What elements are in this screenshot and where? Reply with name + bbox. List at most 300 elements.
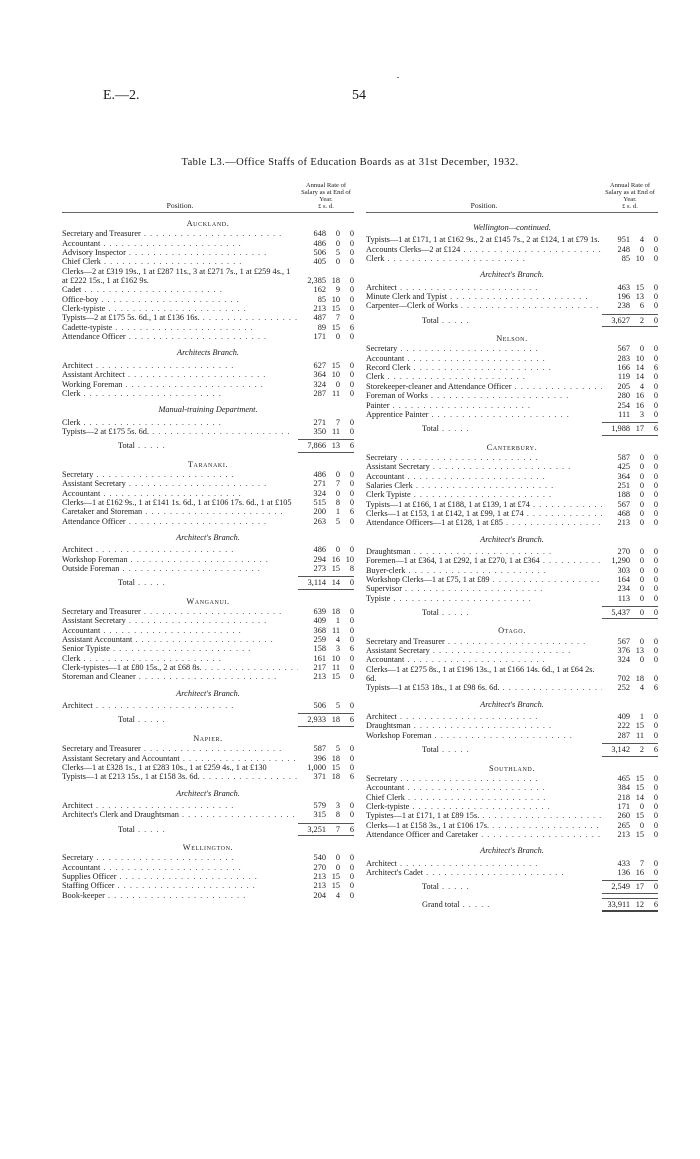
position-label: Storekeeper-cleaner and Attendance Officer . . (366, 382, 602, 391)
table-row (62, 479, 354, 488)
table-row (366, 354, 658, 363)
pence: 0 (349, 516, 354, 526)
shillings: 3 (335, 800, 340, 810)
shillings: 3 (335, 644, 340, 654)
amount (602, 283, 658, 292)
table-row (62, 555, 354, 564)
total-label: Total . . (366, 608, 602, 617)
shillings: 10 (331, 370, 340, 380)
table-row (62, 370, 354, 379)
table-row (366, 245, 658, 254)
section-heading: Taranaki. (187, 459, 229, 469)
pounds: 136 (617, 867, 630, 877)
pence: 6 (349, 441, 354, 451)
amount (298, 713, 354, 726)
shillings: 4 (639, 683, 644, 693)
amount (602, 382, 658, 391)
amount (602, 646, 658, 655)
shillings: 15 (331, 762, 340, 772)
pounds: 587 (313, 744, 326, 754)
amount (602, 235, 658, 244)
total-label: Total . . (366, 882, 602, 891)
shillings: 0 (639, 575, 644, 584)
shillings: 13 (635, 646, 644, 656)
pounds: 252 (617, 683, 630, 693)
position-label: Caretaker and Storeman . . (62, 507, 298, 516)
total-row (366, 743, 658, 756)
pence: 6 (349, 644, 354, 654)
pounds: 5,437 (611, 608, 630, 618)
shillings: 0 (639, 490, 644, 500)
pounds: 280 (617, 391, 630, 401)
shillings: 11 (332, 426, 340, 436)
position-label: Accountant . . (62, 489, 298, 498)
amount (298, 863, 354, 872)
table-row (366, 811, 658, 820)
table-row (62, 332, 354, 341)
table-row (366, 301, 658, 310)
amount (298, 576, 354, 589)
amount (298, 229, 354, 238)
pence: 0 (653, 518, 658, 528)
position-label: Clerk . . (62, 418, 298, 427)
pence: 0 (349, 257, 354, 267)
table-row (366, 500, 658, 509)
pounds: 350 (313, 426, 326, 436)
table-row (366, 575, 658, 584)
pounds: 396 (313, 753, 326, 763)
shillings: 8 (335, 497, 340, 507)
table-row (366, 382, 658, 391)
amount (602, 314, 658, 327)
position-label: Architect . . (62, 801, 298, 810)
pence: 0 (349, 625, 354, 635)
amount (298, 891, 354, 900)
pounds: 425 (617, 462, 630, 472)
table-row (366, 594, 658, 603)
section-heading: Southland. (488, 763, 536, 773)
shillings: 7 (335, 417, 340, 427)
pounds: 303 (617, 565, 630, 575)
position-label: Accountant . . (62, 863, 298, 872)
shillings: 10 (331, 294, 340, 304)
pounds: 271 (313, 417, 326, 427)
pounds: 259 (313, 635, 326, 645)
position-label: Typists—2 at £175 5s. 6d. . . (62, 427, 298, 436)
pounds: 205 (617, 381, 630, 391)
pounds: 487 (313, 313, 326, 323)
position-label: Clerks—1 at £158 3s., 1 at £106 17s. . . (366, 821, 602, 830)
pounds: 200 (313, 507, 326, 517)
pence: 0 (349, 285, 354, 295)
table-row (62, 801, 354, 810)
amount (298, 332, 354, 341)
pounds: 376 (617, 646, 630, 656)
table-row (62, 248, 354, 257)
table-row (62, 545, 354, 554)
shillings: 10 (635, 353, 644, 363)
pounds: 213 (313, 871, 326, 881)
amount (298, 744, 354, 753)
position-label: Secretary . . (366, 453, 602, 462)
position-label: Typists—1 at £171, 1 at £162 9s., 2 at £145 7s., 2 at £124, 1 at £79 1s. (366, 235, 600, 245)
position-label: Secretary . . (62, 470, 298, 479)
position-label: Book-keeper . . (62, 891, 298, 900)
pence: 6 (653, 899, 658, 909)
shillings: 4 (335, 890, 340, 900)
shillings: 4 (639, 235, 644, 245)
pounds: 486 (313, 238, 326, 248)
shillings: 7 (335, 824, 340, 834)
position-label: Foremen—1 at £364, 1 at £292, 1 at £270, 1 at £364 . . (366, 556, 602, 565)
position-label: Accountant . . (366, 472, 602, 481)
pounds: 1,000 (307, 762, 326, 772)
amount (298, 823, 354, 836)
table-row (62, 616, 354, 625)
pence: 0 (349, 332, 354, 342)
table-row (366, 344, 658, 353)
table-row (62, 810, 354, 819)
position-label: Assistant Secretary . . (62, 616, 298, 625)
position-label: Secretary and Treasurer . . (62, 744, 298, 753)
shillings: 15 (635, 721, 644, 731)
position-label: Clerk . . (62, 654, 298, 663)
position-label: Apprentice Painter . . (366, 410, 602, 419)
shillings: 6 (639, 301, 644, 311)
amount (298, 872, 354, 881)
amount (602, 509, 658, 518)
amount (298, 555, 354, 564)
pence: 0 (653, 792, 658, 802)
pence: 0 (653, 499, 658, 509)
total-label: Total . . (62, 715, 298, 724)
amount (602, 472, 658, 481)
pence: 0 (653, 801, 658, 811)
pence: 0 (349, 379, 354, 389)
shillings: 15 (331, 322, 340, 332)
pounds: 515 (313, 497, 326, 507)
pence: 0 (349, 294, 354, 304)
pence: 0 (653, 546, 658, 556)
pence: 6 (653, 683, 658, 693)
shillings: 7 (335, 479, 340, 489)
pence: 6 (349, 507, 354, 517)
amount (298, 654, 354, 663)
pence: 0 (349, 862, 354, 872)
subsection-heading: Architect's Branch. (480, 270, 544, 280)
shillings: 13 (331, 441, 340, 451)
table-row (366, 821, 658, 830)
pounds: 85 (621, 254, 630, 264)
pounds: 260 (617, 811, 630, 821)
amount (298, 370, 354, 379)
table-row (62, 701, 354, 710)
pence: 0 (653, 783, 658, 793)
pounds: 234 (617, 584, 630, 594)
pence: 0 (653, 712, 658, 722)
table-row (366, 637, 658, 646)
shillings: 0 (639, 608, 644, 618)
amount (298, 810, 354, 819)
total-label: Total . . (366, 745, 602, 754)
shillings: 2 (639, 315, 644, 325)
salary-header (602, 182, 658, 210)
position-header: Position. (166, 200, 194, 210)
amount (602, 783, 658, 792)
pence: 0 (653, 773, 658, 783)
position-label: Accountant . . (62, 239, 298, 248)
pounds: 270 (313, 862, 326, 872)
table-row (62, 635, 354, 644)
amount (602, 422, 658, 435)
pounds: 468 (617, 508, 630, 518)
pence: 0 (349, 497, 354, 507)
shillings: 13 (635, 292, 644, 302)
amount (298, 323, 354, 332)
amount (602, 363, 658, 372)
pence: 0 (653, 867, 658, 877)
shillings: 15 (331, 672, 340, 682)
table-row (62, 872, 354, 881)
shillings: 10 (635, 254, 644, 264)
amount (298, 380, 354, 389)
shillings: 18 (331, 772, 340, 782)
table-row (366, 655, 658, 664)
right-column-body (366, 216, 658, 912)
pence: 0 (349, 426, 354, 436)
pounds: 111 (618, 409, 630, 419)
table-row (366, 472, 658, 481)
position-label: Workshop Clerks—1 at £75, 1 at £89 . . (366, 575, 602, 584)
pence: 0 (653, 282, 658, 292)
pence: 0 (653, 721, 658, 731)
pence: 8 (349, 564, 354, 573)
amount (602, 401, 658, 410)
table-row (62, 470, 354, 479)
pence: 0 (653, 508, 658, 518)
amount (602, 743, 658, 756)
pounds: 463 (617, 282, 630, 292)
pounds: 161 (313, 653, 326, 663)
position-label: Working Foreman . . (62, 380, 298, 389)
pence: 0 (349, 304, 354, 314)
amount (602, 898, 658, 912)
table-row (366, 490, 658, 499)
table-row (366, 254, 658, 263)
pence: 0 (653, 409, 658, 419)
pence: 0 (349, 360, 354, 370)
amount (298, 853, 354, 862)
pence: 0 (349, 672, 354, 682)
pounds: 506 (313, 701, 326, 711)
amount (602, 462, 658, 471)
shillings: 16 (635, 391, 644, 401)
amount (298, 564, 354, 573)
pounds: 1,988 (611, 424, 630, 434)
shillings: 0 (639, 452, 644, 462)
pounds: 171 (313, 332, 326, 342)
shillings: 0 (335, 862, 340, 872)
shillings: 0 (335, 469, 340, 479)
table-row (62, 295, 354, 304)
position-label: Storeman and Cleaner . . (62, 672, 298, 681)
shillings: 0 (639, 820, 644, 830)
table-row (62, 853, 354, 862)
amount (298, 545, 354, 554)
shillings: 0 (335, 257, 340, 267)
position-label: Salaries Clerk . . (366, 481, 602, 490)
amount (602, 372, 658, 381)
section-heading: Wellington. (182, 842, 234, 852)
shillings: 15 (635, 783, 644, 793)
amount (298, 361, 354, 370)
table-row (62, 239, 354, 248)
shillings: 18 (635, 674, 644, 684)
table-row (366, 830, 658, 839)
shillings: 0 (335, 488, 340, 498)
amount (298, 672, 354, 681)
table-row (366, 646, 658, 655)
salary-header-text: Annual Rate of Salary as at End of Year. (301, 182, 351, 203)
pence: 0 (653, 235, 658, 245)
pounds: 218 (617, 792, 630, 802)
shillings: 0 (639, 565, 644, 575)
pounds: 648 (313, 229, 326, 239)
position-label: Clerks—1 at £153, 1 at £142, 1 at £99, 1 at £74 . . (366, 509, 602, 518)
amount (602, 655, 658, 664)
table-row (62, 644, 354, 653)
subsection-heading: Architect's Branch. (176, 688, 240, 698)
amount (602, 830, 658, 839)
shillings: 18 (331, 276, 340, 286)
amount (602, 584, 658, 593)
page-number: 54 (352, 88, 366, 103)
position-label: Architect . . (366, 859, 602, 868)
amount (298, 607, 354, 616)
amount (298, 257, 354, 266)
position-label: Workshop Foreman . . (366, 731, 602, 740)
table-row (366, 868, 658, 877)
total-row (62, 713, 354, 726)
amount (298, 498, 354, 507)
amount (602, 556, 658, 565)
pounds: 254 (617, 400, 630, 410)
pence: 6 (349, 772, 354, 782)
pence: 0 (349, 810, 354, 820)
pounds: 567 (617, 499, 630, 509)
pounds: 217 (313, 663, 326, 673)
amount (602, 500, 658, 509)
position-label: Architect . . (62, 361, 298, 370)
pounds: 405 (313, 257, 326, 267)
pounds: 213 (617, 518, 630, 528)
pence: 0 (653, 674, 658, 684)
pence: 0 (653, 381, 658, 391)
pounds: 951 (617, 235, 630, 245)
pounds: 506 (313, 248, 326, 258)
amount (602, 868, 658, 877)
position-label: Accounts Clerks—2 at £124 . . (366, 245, 602, 254)
shillings: 14 (635, 372, 644, 382)
shillings: 18 (331, 607, 340, 617)
amount (298, 313, 354, 322)
position-label: Advisory Inspector . . (62, 248, 298, 257)
position-label: Typists—1 at £153 18s., 1 at £98 6s. 6d. . . (366, 683, 602, 692)
shillings: 0 (639, 556, 644, 566)
table-row (366, 584, 658, 593)
table-row (366, 481, 658, 490)
pounds: 271 (313, 479, 326, 489)
amount (602, 245, 658, 254)
pounds: 164 (617, 575, 630, 584)
shillings: 0 (639, 655, 644, 665)
shillings: 10 (331, 653, 340, 663)
pounds: 627 (313, 360, 326, 370)
amount (298, 772, 354, 781)
page-reference: E.—2. (103, 88, 140, 103)
pounds: 587 (617, 452, 630, 462)
position-label: Foreman of Works . . (366, 391, 602, 400)
pence: 0 (653, 820, 658, 830)
total-label: Total . . (62, 441, 298, 450)
section-heading: Auckland. (186, 219, 230, 228)
position-label: Assistant Accountant . . (62, 635, 298, 644)
pounds: 294 (313, 554, 326, 564)
pounds: 2,549 (611, 882, 630, 892)
pence: 0 (349, 762, 354, 772)
pence: 0 (653, 372, 658, 382)
shillings: 7 (639, 858, 644, 868)
position-label: Attendance Officer and Caretaker . . (366, 830, 602, 839)
pence: 0 (349, 479, 354, 489)
table-row (366, 509, 658, 518)
pounds: 567 (617, 636, 630, 646)
shillings: 0 (639, 462, 644, 472)
shillings: 0 (639, 593, 644, 603)
amount (602, 594, 658, 603)
pence: 6 (653, 424, 658, 434)
total-row (62, 576, 354, 589)
pence: 0 (653, 882, 658, 892)
pence: 0 (653, 471, 658, 481)
amount (602, 453, 658, 462)
table-row (366, 721, 658, 730)
shillings: 11 (332, 388, 340, 398)
shillings: 1 (335, 616, 340, 626)
shillings: 3 (639, 409, 644, 419)
pounds: 486 (313, 469, 326, 479)
position-label: Assistant Secretary . . (366, 462, 602, 471)
pounds: 3,627 (611, 315, 630, 325)
table-row (62, 507, 354, 516)
total-row (366, 422, 658, 435)
amount (602, 721, 658, 730)
position-label: Typists—1 at £213 15s., 1 at £158 3s. 6d. . . (62, 772, 298, 781)
pounds: 251 (617, 480, 630, 490)
amount (602, 575, 658, 584)
table-row (62, 489, 354, 498)
pounds: 433 (617, 858, 630, 868)
column-header (366, 176, 658, 213)
pounds: 158 (313, 644, 326, 654)
pence: 0 (349, 663, 354, 673)
pounds: 273 (313, 564, 326, 573)
position-label: Architect . . (366, 283, 602, 292)
shillings: 5 (335, 516, 340, 526)
shillings: 15 (635, 282, 644, 292)
shillings: 0 (639, 801, 644, 811)
amount (298, 489, 354, 498)
